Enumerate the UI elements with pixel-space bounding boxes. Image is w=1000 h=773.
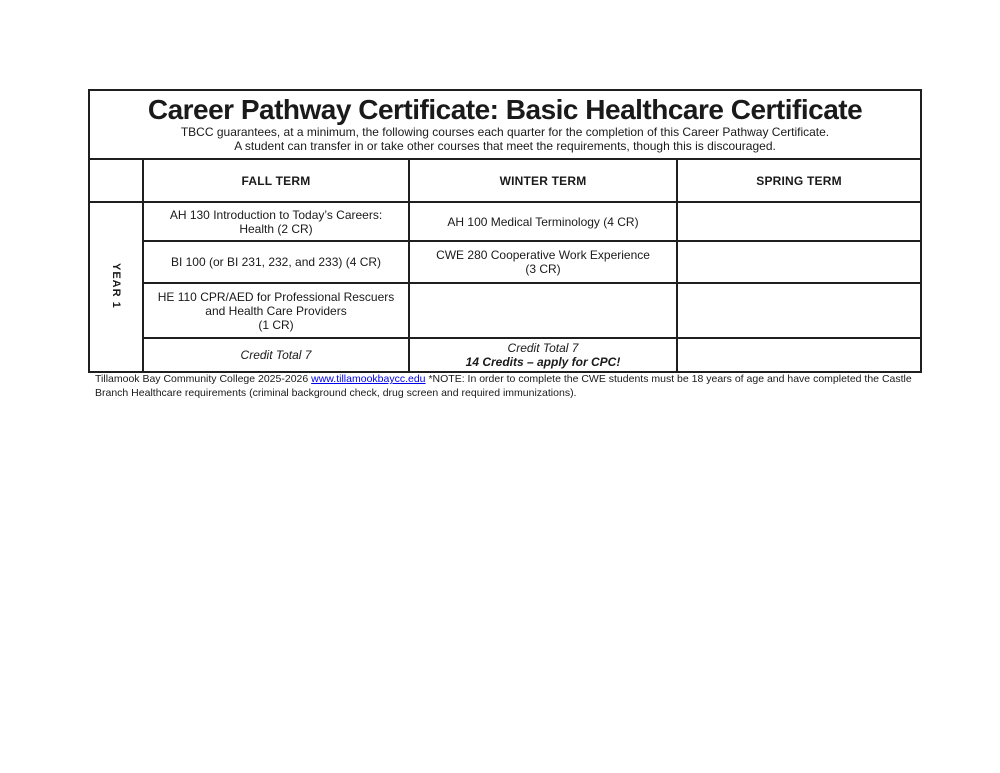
course-line: and Health Care Providers — [205, 303, 347, 318]
cell-fall-he110 — [143, 283, 409, 338]
term-header-row — [89, 159, 921, 202]
cell-winter-empty — [409, 283, 677, 338]
course-line: BI 100 (or BI 231, 232, and 233) (4 CR) — [170, 255, 382, 269]
footer-college-text: Tillamook Bay Community College 2025-2026 — [95, 373, 309, 385]
title-row — [89, 90, 921, 159]
subtitle-line-2: A student can transfer in or take other courses that meet the requirements, though this is discouraged. — [234, 139, 776, 153]
winter-credit-total: Credit Total 7 — [507, 341, 579, 355]
course-line: CWE 280 Cooperative Work Experience — [436, 248, 650, 262]
course-line: AH 130 Introduction to Today’s Careers: — [169, 207, 383, 222]
empty-corner-cell — [89, 159, 143, 202]
column-header-spring: SPRING TERM — [677, 159, 921, 202]
winter-cpc-callout: 14 Credits – apply for CPC! — [465, 355, 621, 369]
cell-spring-empty — [677, 241, 921, 283]
year-1-row-header — [89, 202, 143, 372]
column-header-winter: WINTER TERM — [409, 159, 677, 202]
college-website-link[interactable]: www.tillamookbaycc.edu — [311, 373, 426, 385]
course-line: (1 CR) — [258, 317, 294, 332]
cell-spring-empty — [677, 202, 921, 241]
cell-fall-credit-total — [143, 338, 409, 372]
credit-total-row — [89, 338, 921, 372]
cell-spring-empty — [677, 338, 921, 372]
cell-fall-ah130 — [143, 202, 409, 241]
course-line: HE 110 CPR/AED for Professional Rescuers — [157, 289, 395, 304]
page-title: Career Pathway Certificate: Basic Healthcare Certificate — [147, 94, 863, 125]
certificate-table — [88, 89, 922, 373]
course-line: AH 100 Medical Terminology (4 CR) — [447, 214, 639, 229]
cell-winter-cwe280 — [409, 241, 677, 283]
footer-note — [95, 372, 923, 400]
table-row — [89, 241, 921, 283]
cell-fall-bi100 — [143, 241, 409, 283]
cell-winter-ah100 — [409, 202, 677, 241]
table-row — [89, 202, 921, 241]
column-header-fall: FALL TERM — [143, 159, 409, 202]
title-block — [89, 90, 921, 159]
course-line: Health (2 CR) — [239, 221, 313, 236]
year-1-label: YEAR 1 — [110, 262, 122, 309]
fall-credit-total: Credit Total 7 — [240, 348, 312, 362]
footer-note-text: *NOTE: In order to complete the CWE students must be 18 years of age and have completed the Castle Branch Healthcare requirements (criminal background check, drug screen and required immunizations). — [95, 373, 912, 399]
subtitle-line-1: TBCC guarantees, at a minimum, the following courses each quarter for the completion of this Career Pathway Certificate. — [180, 125, 830, 139]
table-row — [89, 283, 921, 338]
cell-winter-credit-total — [409, 338, 677, 372]
cell-spring-empty — [677, 283, 921, 338]
course-line: (3 CR) — [525, 262, 561, 276]
